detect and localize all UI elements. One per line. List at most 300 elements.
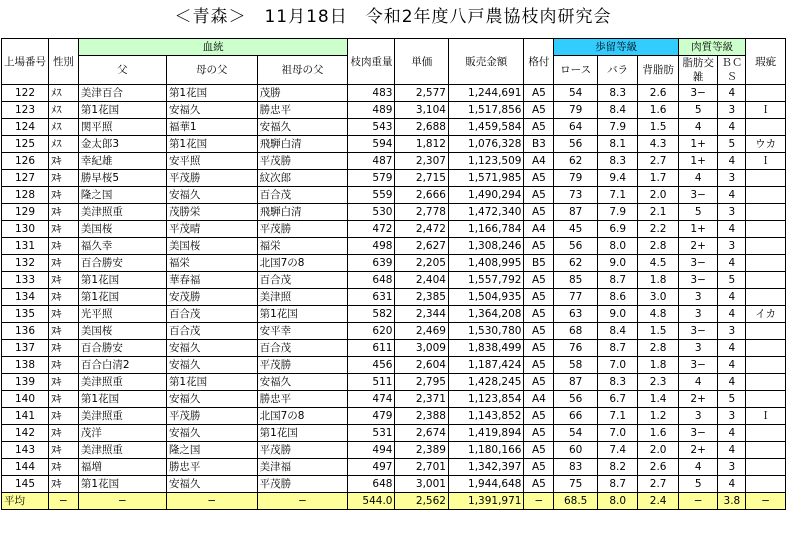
header-nikushitsu: 肉質等級 bbox=[678, 39, 745, 56]
cell-backfat: 3.0 bbox=[638, 289, 678, 306]
cell-backfat: 2.7 bbox=[638, 476, 678, 493]
cell-weight: 648 bbox=[348, 272, 395, 289]
cell-grandmothers-father: 勝忠平 bbox=[257, 391, 348, 408]
cell-backfat: 1.8 bbox=[638, 357, 678, 374]
cell-grade: A5 bbox=[524, 408, 554, 425]
cell-bcs: 4 bbox=[718, 255, 746, 272]
cell-marbling: 3 bbox=[678, 289, 718, 306]
cell-mothers-father: 安福久 bbox=[166, 102, 257, 119]
table-row bbox=[2, 85, 786, 102]
cell-bara: 8.7 bbox=[597, 272, 637, 289]
cell-marbling: 1+ bbox=[678, 221, 718, 238]
cell-sales: 1,419,894 bbox=[448, 425, 524, 442]
cell-grade: A5 bbox=[524, 459, 554, 476]
cell-defect bbox=[746, 289, 786, 306]
cell-sex: ﾇｷ bbox=[49, 187, 79, 204]
cell-father: 福増 bbox=[78, 459, 166, 476]
cell-sales: 1,187,424 bbox=[448, 357, 524, 374]
cell-grandmothers-father: 勝忠平 bbox=[257, 102, 348, 119]
cell-bcs: 3 bbox=[718, 238, 746, 255]
cell-no: 127 bbox=[2, 170, 49, 187]
cell-unit-price: 2,688 bbox=[395, 119, 448, 136]
cell-bara: 8.2 bbox=[597, 459, 637, 476]
cell-defect bbox=[746, 272, 786, 289]
cell-sex: ﾇｷ bbox=[49, 306, 79, 323]
cell-loin: 56 bbox=[554, 238, 598, 255]
table-row bbox=[2, 425, 786, 442]
cell-no: 139 bbox=[2, 374, 49, 391]
cell-bcs: 4 bbox=[718, 374, 746, 391]
cell-bcs: 4 bbox=[718, 306, 746, 323]
cell-sales: 1,166,784 bbox=[448, 221, 524, 238]
cell-defect bbox=[746, 425, 786, 442]
cell-no: 140 bbox=[2, 391, 49, 408]
cell-bara: 7.1 bbox=[597, 187, 637, 204]
cell-bcs: 4 bbox=[718, 442, 746, 459]
table-row bbox=[2, 340, 786, 357]
cell-sex: ﾇｷ bbox=[49, 442, 79, 459]
avg-cell-bcs: 3.8 bbox=[718, 493, 746, 510]
cell-backfat: 1.6 bbox=[638, 102, 678, 119]
cell-no: 129 bbox=[2, 204, 49, 221]
cell-unit-price: 1,812 bbox=[395, 136, 448, 153]
cell-weight: 487 bbox=[348, 153, 395, 170]
cell-grade: A5 bbox=[524, 442, 554, 459]
cell-unit-price: 3,001 bbox=[395, 476, 448, 493]
cell-sex: ﾇｷ bbox=[49, 357, 79, 374]
header-budome: 歩留等級 bbox=[554, 39, 679, 56]
cell-mothers-father: 勝忠平 bbox=[166, 459, 257, 476]
cell-mothers-father: 平茂晴 bbox=[166, 221, 257, 238]
cell-bcs: 5 bbox=[718, 272, 746, 289]
table-row bbox=[2, 153, 786, 170]
cell-unit-price: 2,371 bbox=[395, 391, 448, 408]
cell-sex: ﾒｽ bbox=[49, 136, 79, 153]
cell-loin: 79 bbox=[554, 102, 598, 119]
cell-father: 百合勝安 bbox=[78, 340, 166, 357]
cell-marbling: 3 bbox=[678, 340, 718, 357]
cell-grandmothers-father: 茂勝 bbox=[257, 85, 348, 102]
cell-sales: 1,244,691 bbox=[448, 85, 524, 102]
cell-backfat: 1.8 bbox=[638, 272, 678, 289]
cell-sex: ﾇｷ bbox=[49, 476, 79, 493]
table-row bbox=[2, 119, 786, 136]
header-grandmothers-father: 祖母の父 bbox=[257, 56, 348, 85]
cell-defect bbox=[746, 119, 786, 136]
cell-defect bbox=[746, 459, 786, 476]
cell-grandmothers-father: 北国7の8 bbox=[257, 255, 348, 272]
cell-marbling: 2+ bbox=[678, 238, 718, 255]
cell-father: 隆之国 bbox=[78, 187, 166, 204]
cell-mothers-father: 百合茂 bbox=[166, 306, 257, 323]
cell-no: 130 bbox=[2, 221, 49, 238]
cell-grandmothers-father: 飛騨白清 bbox=[257, 204, 348, 221]
cell-weight: 530 bbox=[348, 204, 395, 221]
cell-no: 137 bbox=[2, 340, 49, 357]
cell-bcs: 4 bbox=[718, 187, 746, 204]
cell-loin: 64 bbox=[554, 119, 598, 136]
cell-sex: ﾇｷ bbox=[49, 153, 79, 170]
cell-grade: A5 bbox=[524, 340, 554, 357]
cell-grade: B5 bbox=[524, 255, 554, 272]
cell-sales: 1,571,985 bbox=[448, 170, 524, 187]
cell-no: 125 bbox=[2, 136, 49, 153]
cell-grandmothers-father: 平茂勝 bbox=[257, 153, 348, 170]
cell-bcs: 3 bbox=[718, 102, 746, 119]
cell-unit-price: 2,404 bbox=[395, 272, 448, 289]
cell-defect: ウカ bbox=[746, 136, 786, 153]
cell-defect bbox=[746, 442, 786, 459]
avg-cell-no: 平均 bbox=[2, 493, 49, 510]
cell-bara: 6.7 bbox=[597, 391, 637, 408]
cell-backfat: 1.4 bbox=[638, 391, 678, 408]
cell-marbling: 1+ bbox=[678, 153, 718, 170]
cell-no: 136 bbox=[2, 323, 49, 340]
cell-father: 美津照重 bbox=[78, 442, 166, 459]
cell-unit-price: 3,009 bbox=[395, 340, 448, 357]
cell-grandmothers-father: 美津福 bbox=[257, 459, 348, 476]
cell-grade: A5 bbox=[524, 102, 554, 119]
cell-bara: 9.0 bbox=[597, 255, 637, 272]
cell-weight: 472 bbox=[348, 221, 395, 238]
cell-sex: ﾒｽ bbox=[49, 102, 79, 119]
cell-defect bbox=[746, 238, 786, 255]
cell-loin: 75 bbox=[554, 476, 598, 493]
cell-sales: 1,838,499 bbox=[448, 340, 524, 357]
cell-no: 144 bbox=[2, 459, 49, 476]
header-sales: 販売金額 bbox=[448, 39, 524, 85]
cell-no: 126 bbox=[2, 153, 49, 170]
cell-defect bbox=[746, 323, 786, 340]
cell-backfat: 2.0 bbox=[638, 442, 678, 459]
cell-bcs: 4 bbox=[718, 289, 746, 306]
cell-grandmothers-father: 安福久 bbox=[257, 119, 348, 136]
cell-bara: 8.3 bbox=[597, 85, 637, 102]
avg-cell-father: − bbox=[78, 493, 166, 510]
cell-loin: 62 bbox=[554, 255, 598, 272]
cell-no: 138 bbox=[2, 357, 49, 374]
cell-defect bbox=[746, 170, 786, 187]
cell-marbling: 3− bbox=[678, 425, 718, 442]
cell-loin: 54 bbox=[554, 85, 598, 102]
cell-sex: ﾒｽ bbox=[49, 119, 79, 136]
cell-bara: 8.7 bbox=[597, 476, 637, 493]
header-sex: 性別 bbox=[49, 39, 79, 85]
cell-grandmothers-father: 百合茂 bbox=[257, 272, 348, 289]
cell-loin: 79 bbox=[554, 170, 598, 187]
cell-bara: 7.1 bbox=[597, 408, 637, 425]
cell-father: 第1花国 bbox=[78, 102, 166, 119]
cell-mothers-father: 安福久 bbox=[166, 476, 257, 493]
cell-bcs: 4 bbox=[718, 85, 746, 102]
header-mothers-father: 母の父 bbox=[166, 56, 257, 85]
cell-mothers-father: 百合茂 bbox=[166, 323, 257, 340]
cell-backfat: 2.2 bbox=[638, 221, 678, 238]
cell-bcs: 4 bbox=[718, 340, 746, 357]
cell-father: 百合白清2 bbox=[78, 357, 166, 374]
cell-no: 122 bbox=[2, 85, 49, 102]
cell-defect bbox=[746, 340, 786, 357]
cell-sales: 1,944,648 bbox=[448, 476, 524, 493]
cell-sales: 1,517,856 bbox=[448, 102, 524, 119]
cell-defect bbox=[746, 255, 786, 272]
cell-defect: イカ bbox=[746, 306, 786, 323]
cell-unit-price: 2,205 bbox=[395, 255, 448, 272]
header-unit-price: 単価 bbox=[395, 39, 448, 85]
avg-cell-loin: 68.5 bbox=[554, 493, 598, 510]
cell-backfat: 4.3 bbox=[638, 136, 678, 153]
cell-marbling: 3− bbox=[678, 323, 718, 340]
cell-loin: 83 bbox=[554, 459, 598, 476]
cell-sex: ﾇｷ bbox=[49, 221, 79, 238]
header-bcs: ＢＣＳ bbox=[718, 56, 746, 85]
cell-sex: ﾇｷ bbox=[49, 459, 79, 476]
cell-mothers-father: 茂勝栄 bbox=[166, 204, 257, 221]
cell-grade: A5 bbox=[524, 187, 554, 204]
table-row bbox=[2, 408, 786, 425]
avg-cell-sex: − bbox=[49, 493, 79, 510]
cell-grade: A5 bbox=[524, 425, 554, 442]
carcass-results-table bbox=[1, 38, 786, 510]
cell-grandmothers-father: 美津照 bbox=[257, 289, 348, 306]
cell-marbling: 3− bbox=[678, 357, 718, 374]
cell-sex: ﾇｷ bbox=[49, 374, 79, 391]
cell-grade: A5 bbox=[524, 323, 554, 340]
cell-unit-price: 2,388 bbox=[395, 408, 448, 425]
cell-bara: 8.4 bbox=[597, 102, 637, 119]
cell-marbling: 2+ bbox=[678, 391, 718, 408]
cell-loin: 76 bbox=[554, 340, 598, 357]
cell-loin: 73 bbox=[554, 187, 598, 204]
cell-marbling: 3− bbox=[678, 85, 718, 102]
avg-cell-unit-price: 2,562 bbox=[395, 493, 448, 510]
table-row bbox=[2, 102, 786, 119]
cell-weight: 497 bbox=[348, 459, 395, 476]
cell-sales: 1,180,166 bbox=[448, 442, 524, 459]
cell-grandmothers-father: 北国7の8 bbox=[257, 408, 348, 425]
cell-father: 美国桜 bbox=[78, 323, 166, 340]
cell-father: 関平照 bbox=[78, 119, 166, 136]
table-row bbox=[2, 459, 786, 476]
cell-bara: 7.9 bbox=[597, 204, 637, 221]
cell-father: 美津照重 bbox=[78, 408, 166, 425]
cell-grade: A4 bbox=[524, 391, 554, 408]
cell-grade: A5 bbox=[524, 476, 554, 493]
cell-father: 百合勝安 bbox=[78, 255, 166, 272]
cell-grandmothers-father: 平茂勝 bbox=[257, 357, 348, 374]
cell-bara: 8.3 bbox=[597, 374, 637, 391]
cell-no: 132 bbox=[2, 255, 49, 272]
cell-marbling: 4 bbox=[678, 119, 718, 136]
cell-bara: 8.6 bbox=[597, 289, 637, 306]
cell-bcs: 5 bbox=[718, 136, 746, 153]
cell-unit-price: 2,469 bbox=[395, 323, 448, 340]
table-row bbox=[2, 136, 786, 153]
cell-weight: 648 bbox=[348, 476, 395, 493]
cell-no: 145 bbox=[2, 476, 49, 493]
cell-sales: 1,308,246 bbox=[448, 238, 524, 255]
avg-cell-grade: − bbox=[524, 493, 554, 510]
cell-unit-price: 2,701 bbox=[395, 459, 448, 476]
cell-mothers-father: 福栄 bbox=[166, 255, 257, 272]
cell-mothers-father: 華春福 bbox=[166, 272, 257, 289]
cell-grandmothers-father: 第1花国 bbox=[257, 425, 348, 442]
cell-father: 光平照 bbox=[78, 306, 166, 323]
cell-defect bbox=[746, 357, 786, 374]
cell-bara: 9.4 bbox=[597, 170, 637, 187]
cell-father: 福久幸 bbox=[78, 238, 166, 255]
cell-bara: 7.0 bbox=[597, 357, 637, 374]
cell-father: 美津百合 bbox=[78, 85, 166, 102]
cell-grandmothers-father: 百合茂 bbox=[257, 340, 348, 357]
cell-grandmothers-father: 平茂勝 bbox=[257, 221, 348, 238]
cell-sex: ﾇｷ bbox=[49, 170, 79, 187]
avg-cell-grandmothers-father: − bbox=[257, 493, 348, 510]
cell-backfat: 2.7 bbox=[638, 153, 678, 170]
cell-loin: 58 bbox=[554, 357, 598, 374]
cell-unit-price: 2,307 bbox=[395, 153, 448, 170]
header-bara: バラ bbox=[597, 56, 637, 85]
table-row bbox=[2, 476, 786, 493]
cell-grandmothers-father: 福栄 bbox=[257, 238, 348, 255]
cell-unit-price: 2,627 bbox=[395, 238, 448, 255]
cell-no: 131 bbox=[2, 238, 49, 255]
cell-defect bbox=[746, 221, 786, 238]
cell-bara: 8.3 bbox=[597, 153, 637, 170]
cell-no: 123 bbox=[2, 102, 49, 119]
cell-unit-price: 3,104 bbox=[395, 102, 448, 119]
table-row bbox=[2, 323, 786, 340]
table-row bbox=[2, 357, 786, 374]
cell-backfat: 1.6 bbox=[638, 425, 678, 442]
cell-father: 勝早桜5 bbox=[78, 170, 166, 187]
cell-marbling: 5 bbox=[678, 204, 718, 221]
cell-sales: 1,342,397 bbox=[448, 459, 524, 476]
cell-sales: 1,504,935 bbox=[448, 289, 524, 306]
cell-mothers-father: 安福久 bbox=[166, 391, 257, 408]
cell-loin: 68 bbox=[554, 323, 598, 340]
cell-defect bbox=[746, 476, 786, 493]
cell-grandmothers-father: 百合茂 bbox=[257, 187, 348, 204]
cell-defect bbox=[746, 85, 786, 102]
cell-no: 142 bbox=[2, 425, 49, 442]
cell-marbling: 3− bbox=[678, 272, 718, 289]
cell-backfat: 1.5 bbox=[638, 119, 678, 136]
cell-grade: A5 bbox=[524, 374, 554, 391]
cell-bara: 7.4 bbox=[597, 442, 637, 459]
cell-weight: 494 bbox=[348, 442, 395, 459]
cell-bcs: 4 bbox=[718, 425, 746, 442]
cell-father: 美国桜 bbox=[78, 221, 166, 238]
cell-loin: 56 bbox=[554, 391, 598, 408]
cell-bcs: 4 bbox=[718, 153, 746, 170]
header-no: 上場番号 bbox=[2, 39, 49, 85]
cell-mothers-father: 安茂勝 bbox=[166, 289, 257, 306]
cell-weight: 611 bbox=[348, 340, 395, 357]
cell-marbling: 5 bbox=[678, 476, 718, 493]
cell-mothers-father: 安福久 bbox=[166, 425, 257, 442]
cell-unit-price: 2,472 bbox=[395, 221, 448, 238]
page-title: ＜青森＞ 11月18日 令和2年度八戸農協枝肉研究会 bbox=[174, 7, 612, 27]
cell-backfat: 1.5 bbox=[638, 323, 678, 340]
cell-weight: 639 bbox=[348, 255, 395, 272]
cell-bcs: 4 bbox=[718, 476, 746, 493]
cell-no: 133 bbox=[2, 272, 49, 289]
cell-weight: 620 bbox=[348, 323, 395, 340]
average-row bbox=[2, 493, 786, 510]
header-father: 父 bbox=[78, 56, 166, 85]
cell-father: 美津照重 bbox=[78, 374, 166, 391]
cell-grade: A5 bbox=[524, 238, 554, 255]
cell-unit-price: 2,674 bbox=[395, 425, 448, 442]
cell-loin: 54 bbox=[554, 425, 598, 442]
cell-bcs: 3 bbox=[718, 459, 746, 476]
cell-mothers-father: 安福久 bbox=[166, 187, 257, 204]
cell-backfat: 2.6 bbox=[638, 459, 678, 476]
cell-no: 134 bbox=[2, 289, 49, 306]
cell-sex: ﾇｷ bbox=[49, 289, 79, 306]
cell-backfat: 2.8 bbox=[638, 340, 678, 357]
cell-mothers-father: 平茂勝 bbox=[166, 170, 257, 187]
cell-mothers-father: 隆之国 bbox=[166, 442, 257, 459]
cell-no: 143 bbox=[2, 442, 49, 459]
cell-bcs: 5 bbox=[718, 391, 746, 408]
cell-bcs: 3 bbox=[718, 170, 746, 187]
table-row bbox=[2, 170, 786, 187]
cell-sex: ﾇｷ bbox=[49, 340, 79, 357]
cell-backfat: 4.8 bbox=[638, 306, 678, 323]
table-row bbox=[2, 204, 786, 221]
cell-loin: 63 bbox=[554, 306, 598, 323]
cell-sex: ﾇｷ bbox=[49, 391, 79, 408]
cell-backfat: 2.8 bbox=[638, 238, 678, 255]
cell-grade: A4 bbox=[524, 153, 554, 170]
cell-sex: ﾇｷ bbox=[49, 255, 79, 272]
cell-defect bbox=[746, 374, 786, 391]
cell-mothers-father: 安福久 bbox=[166, 340, 257, 357]
header-marbling: 脂肪交雑 bbox=[678, 56, 718, 85]
cell-father: 第1花国 bbox=[78, 272, 166, 289]
cell-bara: 8.1 bbox=[597, 136, 637, 153]
cell-sex: ﾇｷ bbox=[49, 204, 79, 221]
header-grade: 格付 bbox=[524, 39, 554, 85]
cell-grandmothers-father: 紋次郎 bbox=[257, 170, 348, 187]
cell-father: 美津照重 bbox=[78, 204, 166, 221]
cell-sales: 1,123,509 bbox=[448, 153, 524, 170]
cell-bara: 7.0 bbox=[597, 425, 637, 442]
cell-loin: 66 bbox=[554, 408, 598, 425]
cell-weight: 531 bbox=[348, 425, 395, 442]
cell-bara: 8.0 bbox=[597, 238, 637, 255]
cell-defect bbox=[746, 187, 786, 204]
cell-backfat: 1.2 bbox=[638, 408, 678, 425]
cell-sales: 1,530,780 bbox=[448, 323, 524, 340]
cell-marbling: 5 bbox=[678, 102, 718, 119]
table-row bbox=[2, 374, 786, 391]
cell-loin: 85 bbox=[554, 272, 598, 289]
cell-weight: 543 bbox=[348, 119, 395, 136]
cell-weight: 631 bbox=[348, 289, 395, 306]
cell-father: 茂洋 bbox=[78, 425, 166, 442]
cell-bara: 7.9 bbox=[597, 119, 637, 136]
cell-no: 141 bbox=[2, 408, 49, 425]
cell-marbling: 4 bbox=[678, 374, 718, 391]
cell-sex: ﾇｷ bbox=[49, 323, 79, 340]
cell-father: 金太郎3 bbox=[78, 136, 166, 153]
cell-father: 第1花国 bbox=[78, 391, 166, 408]
cell-sex: ﾒｽ bbox=[49, 85, 79, 102]
cell-defect: Ｉ bbox=[746, 408, 786, 425]
